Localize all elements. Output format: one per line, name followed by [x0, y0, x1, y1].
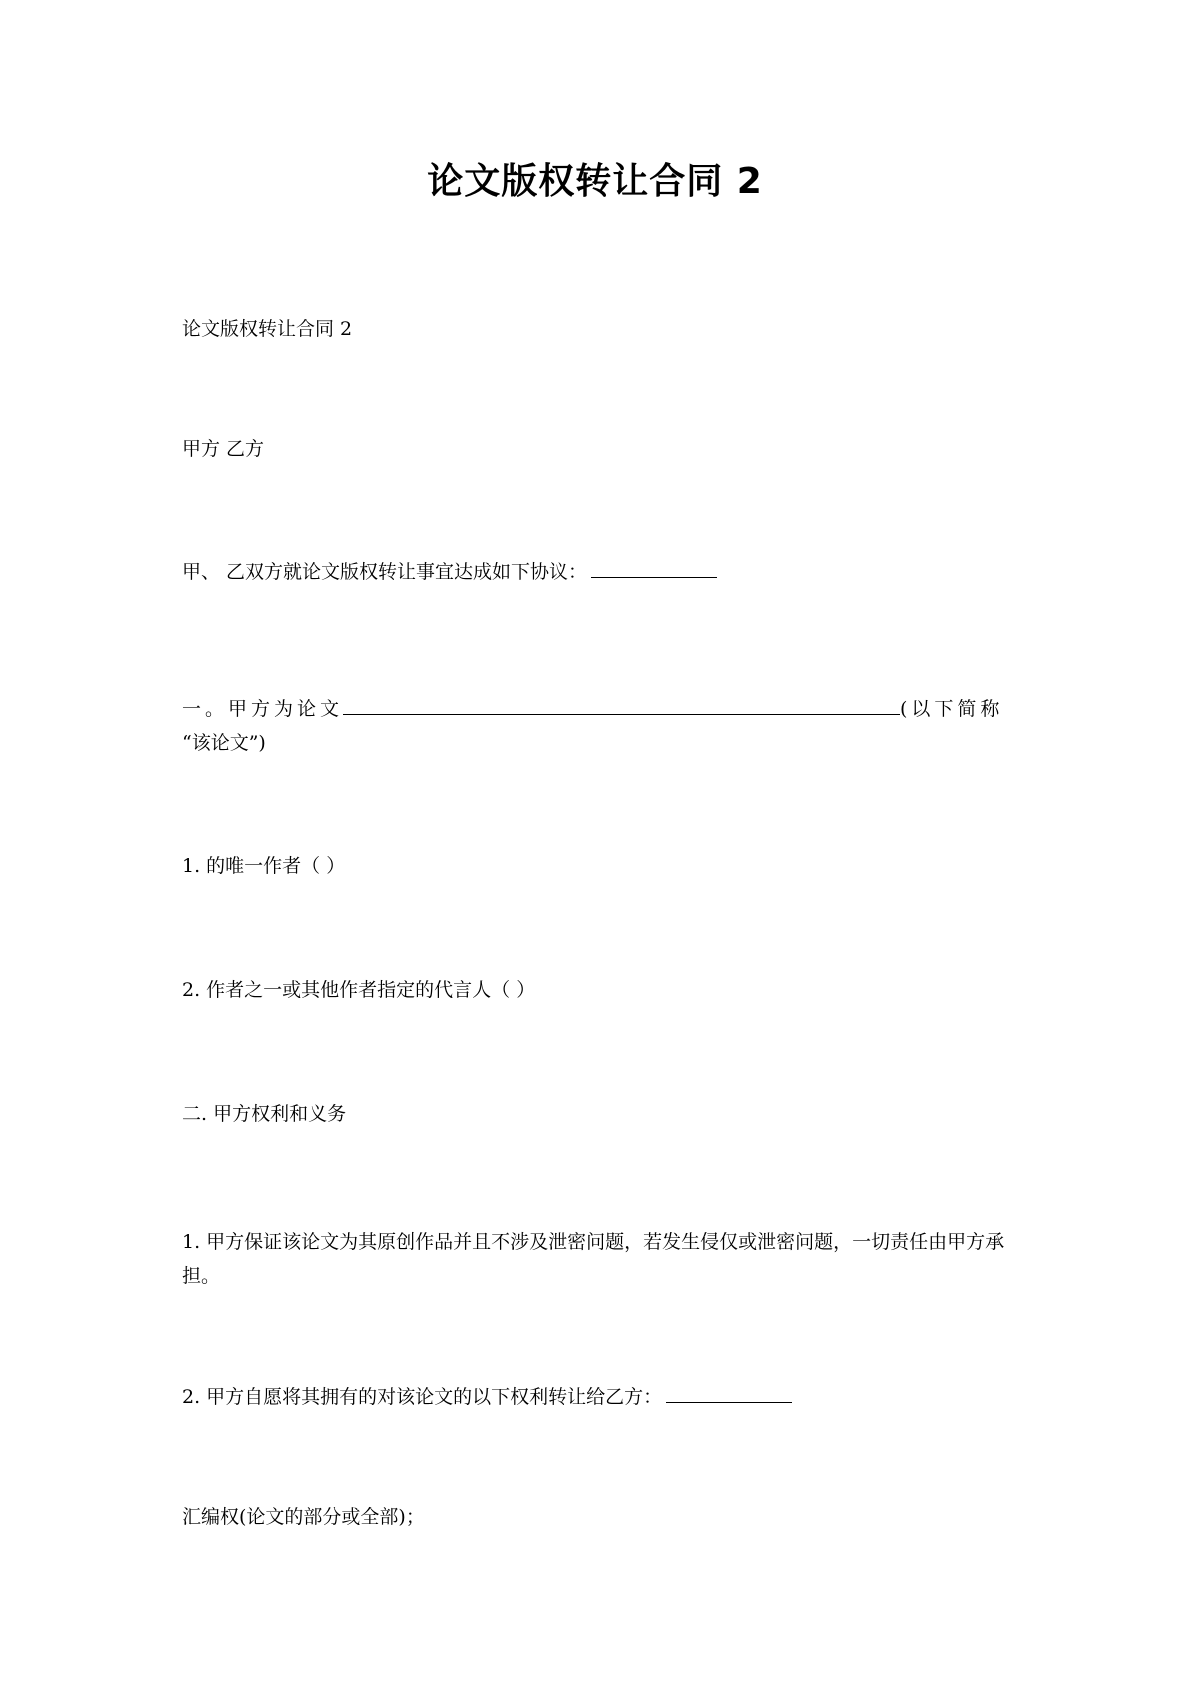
clause-2-item-2-text: 2. 甲方自愿将其拥有的对该论文的以下权利转让给乙方： [182, 1386, 663, 1408]
intro-text: 甲、 乙双方就论文版权转让事宜达成如下协议： [182, 561, 588, 583]
intro-line [182, 555, 1012, 589]
clause-2-heading: 二. 甲方权利和义务 [182, 1103, 347, 1125]
clause-1-prefix: 一。甲方为论文 [182, 698, 344, 720]
parties-line: 甲方 乙方 [182, 438, 265, 460]
clause-1-item-2: 2. 作者之一或其他作者指定的代言人（ ） [182, 979, 536, 1001]
right-compilation: 汇编权(论文的部分或全部)； [182, 1506, 425, 1528]
clause-1-suffix: (以下简称 [900, 698, 1004, 720]
document-subtitle: 论文版权转让合同 2 [182, 318, 353, 340]
clause-1-continuation: “该论文”) [182, 732, 266, 754]
rights-blank-field[interactable] [666, 1384, 792, 1403]
document-title: 论文版权转让合同 2 [427, 161, 763, 202]
clause-2-item-1: 1. 甲方保证该论文为其原创作品并且不涉及泄密问题，若发生侵仅或泄密问题，一切责任由甲方承担。 [182, 1231, 1005, 1287]
clause-1 [182, 692, 1012, 726]
clause-2-item-2 [182, 1380, 1012, 1414]
paper-title-blank-field[interactable] [343, 696, 900, 715]
clause-1-item-1: 1. 的唯一作者（ ） [182, 855, 346, 877]
intro-blank-field[interactable] [591, 559, 717, 578]
